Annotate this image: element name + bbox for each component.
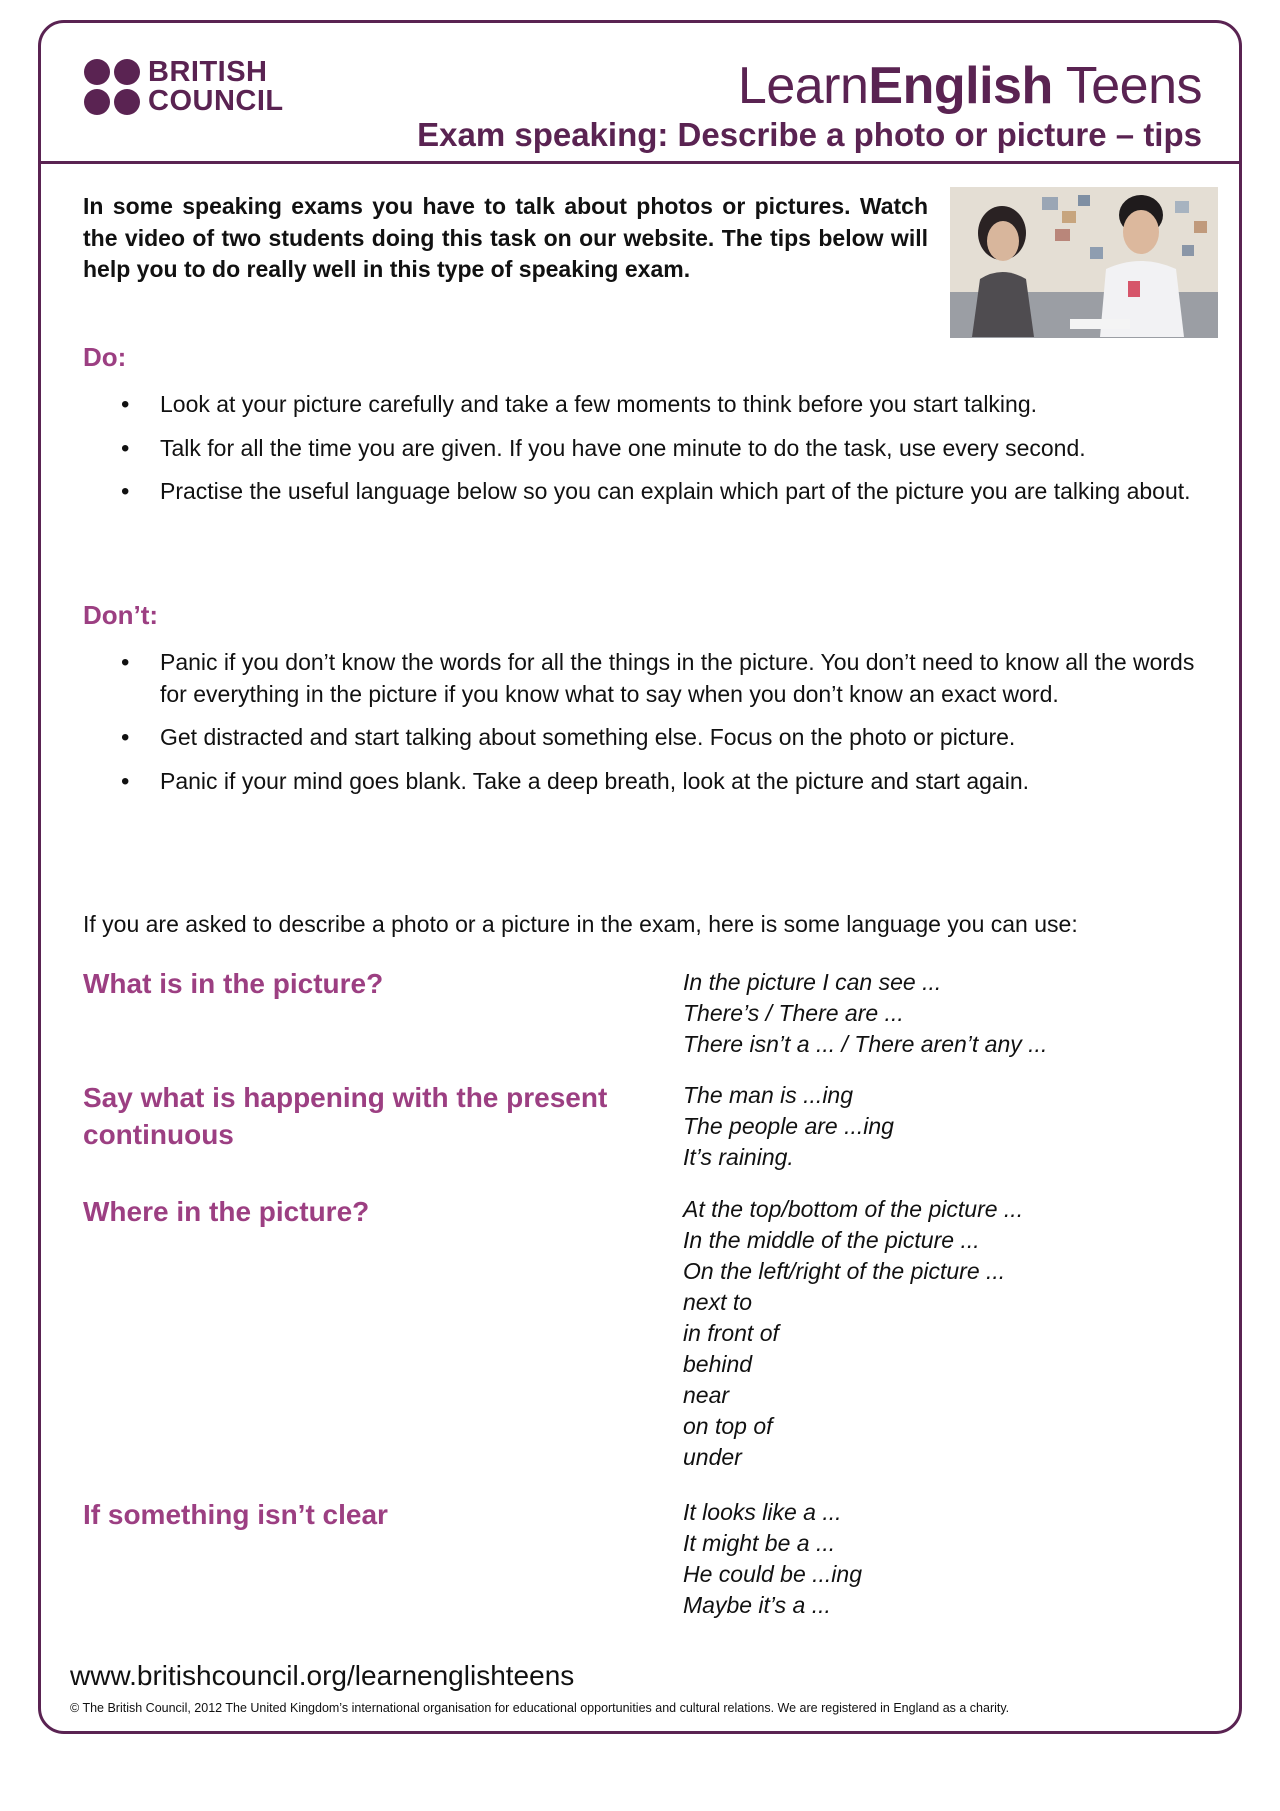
dont-list [83,647,1213,809]
list-item: • Talk for all the time you are given. If you have one minute to do the task, use every second. [83,433,1213,465]
language-phrase-list [683,1080,894,1173]
do-heading: Do: [83,342,127,372]
british-council-logo [84,58,284,116]
phrase: near [683,1382,730,1408]
dont-heading: Don’t: [83,600,159,630]
british-council-dots-icon [84,59,140,115]
list-item: • Panic if you don’t know the words for all the things in the picture. You don’t need to know all the words for everything in the picture if you know what to say when you don’t know an exact word. [83,647,1213,710]
language-heading: What is in the picture? [83,968,384,999]
phrase: He could be ...ing [683,1561,863,1587]
list-item: • Look at your picture carefully and take a few moments to think before you start talking. [83,389,1213,421]
phrase: in front of [683,1320,779,1346]
phrase: There isn’t a ... / There aren’t any ... [683,1031,1048,1057]
list-item: • Practise the useful language below so you can explain which part of the picture you are talking about. [83,476,1213,508]
bc-logo-line2: COUNCIL [148,85,284,117]
page-title: Exam speaking: Describe a photo or picture – tips [417,116,1202,153]
phrase: The people are ...ing [683,1113,894,1139]
phrase: There’s / There are ... [683,1000,904,1026]
list-item: • Get distracted and start talking about something else. Focus on the photo or picture. [83,722,1213,754]
phrase: On the left/right of the picture ... [683,1258,1006,1284]
language-heading: Where in the picture? [83,1196,370,1227]
language-phrase-list [683,967,1047,1060]
list-item: • Panic if your mind goes blank. Take a deep breath, look at the picture and start again. [83,766,1213,798]
phrase: It looks like a ... [683,1499,842,1525]
header-divider [38,161,1242,164]
phrase: At the top/bottom of the picture ... [683,1196,1024,1222]
le-logo-teens: Teens [1052,57,1202,115]
phrase: It might be a ... [683,1530,836,1556]
intro-paragraph: In some speaking exams you have to talk about photos or pictures. Watch the video of two students doing this task on our website. The tips below will help you to do really well in this type of speaking exam. [83,193,928,282]
phrase: next to [683,1289,753,1315]
learnenglish-teens-logo [738,56,1202,116]
phrase: In the middle of the picture ... [683,1227,980,1253]
bc-logo-line1: BRITISH [148,56,268,88]
phrase: under [683,1444,742,1470]
phrase: behind [683,1351,753,1377]
phrase: It’s raining. [683,1144,794,1170]
language-phrase-list [683,1497,862,1621]
phrase: The man is ...ing [683,1082,854,1108]
do-list [83,389,1213,520]
phrase: on top of [683,1413,773,1439]
language-heading: Say what is happening with the present continuous [83,1082,608,1150]
phrase: In the picture I can see ... [683,969,942,995]
le-logo-english: English [868,57,1053,115]
language-intro: If you are asked to describe a photo or a picture in the exam, here is some language you can use: [83,911,1078,937]
students-photo [950,187,1218,338]
footer-copyright: © The British Council, 2012 The United Kingdom’s international organisation for educational opportunities and cultural relations. We are registered in England as a charity. [70,1701,1010,1715]
footer-url[interactable]: www.britishcouncil.org/learnenglishteens [70,1660,575,1691]
le-logo-learn: Learn [737,57,869,115]
language-phrase-list [683,1194,1023,1473]
language-heading: If something isn’t clear [83,1499,388,1530]
phrase: Maybe it’s a ... [683,1592,831,1618]
